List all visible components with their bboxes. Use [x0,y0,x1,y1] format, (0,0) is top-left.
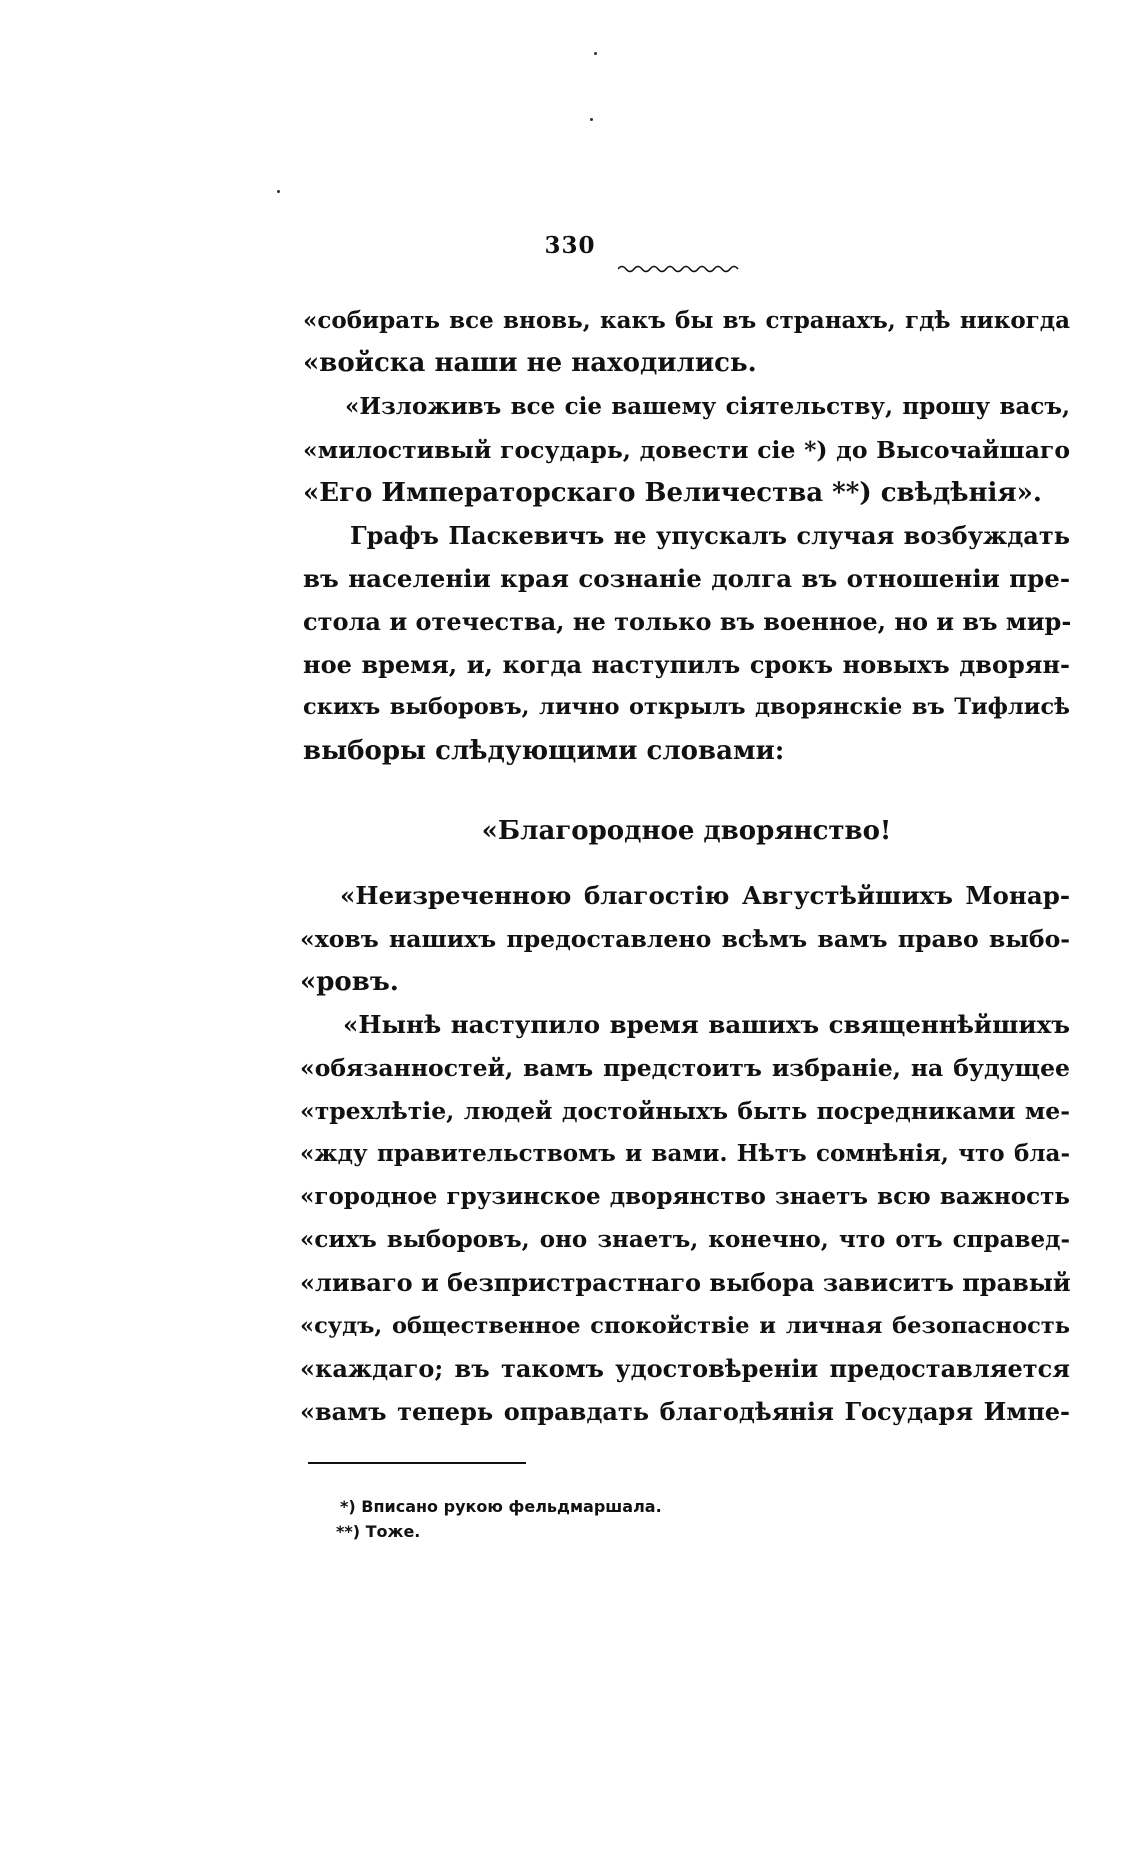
footnote: **) Тоже. [336,1522,421,1541]
text-line: стола и отечества, не только въ военное, но и въ мир- [303,607,1072,636]
scan-speck [594,52,597,55]
text-line: «судъ, общественное спокойствіе и личная безопасность [300,1313,1070,1339]
page-number: 330 [544,232,596,259]
text-line: «Его Императорскаго Величества **) свѣдѣнія». [303,478,1042,508]
scan-speck [277,190,280,193]
text-line: «ровъ. [300,967,399,997]
text-line: скихъ выборовъ, лично открылъ дворянскіе въ Тифлисѣ [303,694,1070,720]
text-line: «Неизреченною благостію Августѣйшихъ Монар- [340,881,1070,910]
text-line: «ливаго и безпристрастнаго выбора зависитъ правый [300,1268,1071,1297]
text-line: «милостивый государь, довести сіе *) до Высочайшаго [303,436,1070,464]
text-line: «сихъ выборовъ, оно знаетъ, конечно, что отъ справед- [300,1226,1070,1253]
scan-speck [590,118,593,121]
text-line: «вамъ теперь оправдать благодѣянія Государя Импе- [300,1397,1070,1426]
footnote-rule [308,1462,526,1464]
text-line: «обязанностей, вамъ предстоитъ избраніе, на будущее [300,1054,1070,1082]
address-heading: «Благородное дворянство! [481,816,892,846]
text-line: выборы слѣдующими словами: [303,736,785,766]
text-line: «трехлѣтіе, людей достойныхъ быть посредниками ме- [300,1097,1070,1125]
text-line: «ховъ нашихъ предоставлено всѣмъ вамъ право выбо- [300,925,1070,953]
text-line: «жду правительствомъ и вами. Нѣтъ сомнѣнія, что бла- [300,1140,1070,1167]
text-line: «городное грузинское дворянство знаетъ всю важность [300,1183,1070,1210]
text-line: въ населеніи края сознаніе долга въ отношеніи пре- [303,564,1070,593]
text-line: «Нынѣ наступило время вашихъ священнѣйшихъ [343,1010,1070,1039]
text-line: «каждаго; въ такомъ удостовѣреніи предоставляется [300,1354,1070,1383]
text-line: «Изложивъ все сіе вашему сіятельству, прошу васъ, [345,393,1070,420]
footnote: *) Вписано рукою фельдмаршала. [340,1497,662,1516]
text-line: «собирать все вновь, какъ бы въ странахъ, гдѣ никогда [303,307,1070,334]
text-line: Графъ Паскевичъ не упускалъ случая возбуждать [350,521,1070,550]
page-number-ornament [618,263,742,275]
text-line: ное время, и, когда наступилъ срокъ новыхъ дворян- [303,650,1070,679]
text-line: «войска наши не находились. [303,348,757,378]
